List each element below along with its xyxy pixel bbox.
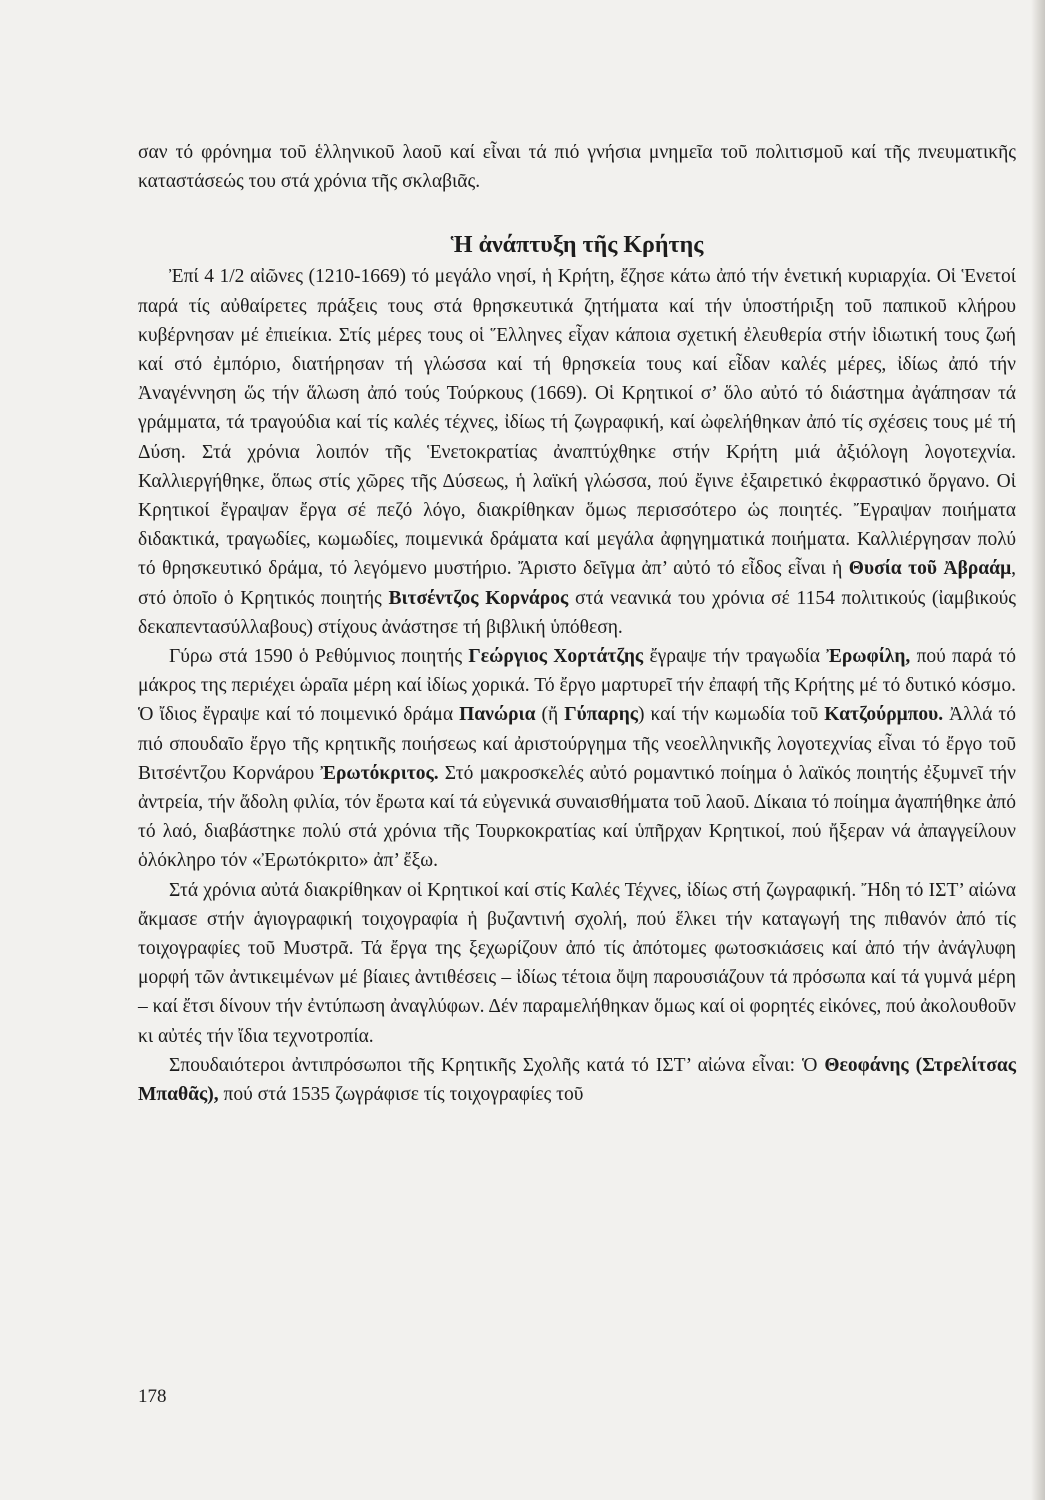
p2-text-7: Στό μακροσκελές αὐτό ρομαντικό ποίημα ὁ λαϊκός ποιητής ἐξυμνεῖ τήν ἀντρεία, τήν ἄδολη φιλία, τόν ἔρωτα καί τά εὐγενικά συναισθήματα τοῦ λαοῦ. Δίκαια τό ποίημα ἀγαπήθηκε ἀπό τό λαό, διαβάστηκε πολύ στά χρόνια τῆς Τουρκοκρατίας καί ὑπῆρχαν Κρητικοί, πού ἤξεραν νά ἀπαγγείλουν ὁλόκληρο τόν «Ἐρωτόκριτο» ἀπ’ ἔξω. (138, 762, 1016, 872)
p2-text-4: (ἤ (535, 704, 565, 726)
p1-text: Ἐπί 4 1/2 αἰῶνες (1210-1669) τό μεγάλο νησί, ἡ Κρήτη, ἔζησε κάτω ἀπό τήν ἑνετική κυριαρχία. Οἱ Ἑνετοί παρά τίς αὐθαίρετες πράξεις τους στά θρησκευτικά ζητήματα καί τήν ὑποστήριξη τοῦ παπικοῦ κλήρου κυβέρνησαν μέ ἐπιείκια. Στίς μέρες τους οἱ Ἕλληνες εἶχαν κάποια σχετική ἐλευθερία στήν ἰδιωτική τους ζωή καί στό ἐμπόριο, διατήρησαν τή γλώσσα καί τή θρησκεία τους καί εἶδαν καλές μέρες, ἰδίως ἀπό τήν Ἀναγέννηση ὥς τήν ἅλωση ἀπό τούς Τούρκους (1669). Οἱ Κρητικοί σ’ ὅλο αὐτό τό διάστημα ἀγάπησαν τά γράμματα, τά τραγούδια καί τίς καλές τέχνες, ἰδίως τή ζωγραφική, καί ὠφελήθηκαν ἀπό τίς σχέσεις τους μέ τή Δύση. Στά χρόνια λοιπόν τῆς Ἑνετοκρατίας ἀναπτύχθηκε στήν Κρήτη μιά ἀξιόλογη λογοτεχνία. Καλλιεργήθηκε, ὅπως στίς χῶρες τῆς Δύσεως, ἡ λαϊκή γλώσσα, πού ἔγινε ἐξαιρετικό ἐκφραστικό ὄργανο. Οἱ Κρητικοί ἔγραψαν ἔργα σέ πεζό λόγο, διακρίθηκαν ὅμως περισσότερο ὡς ποιητές. Ἔγραψαν ποιήματα διδακτικά, τραγωδίες, κωμωδίες, ποιμενικά δράματα καί μεγάλα ἀφηγηματικά ποιήματα. Καλλιέργησαν πολύ τό θρησκευτικό δράμα, τό λεγόμενο μυστήριο. Ἄριστο δεῖγμα ἀπ’ αὐτό τό εἶδος εἶναι ἡ (138, 266, 1016, 580)
paragraph-1 (138, 262, 1016, 642)
p2-text-3: πού παρά τό μάκρος της περιέχει ὡραῖα μέρη καί ἰδίως χορικά. Τό ἔργο μαρτυρεῖ τήν ἐπαφή τῆς Κρήτης μέ τό δυτικό κόσμο. Ὁ ἴδιος ἔγραψε καί τό ποιμενικό δράμα (138, 646, 1016, 726)
p1-bold-1: Θυσία τοῦ Ἀβραάμ (848, 558, 1012, 580)
p1-bold-2: Βιτσέντζος Κορνάρος (388, 587, 569, 609)
p2-bold-3: Πανώρια (459, 704, 536, 726)
p2-bold-6: Ἐρωτόκριτος. (320, 762, 439, 784)
section-heading: Ἡ ἀνάπτυξη τῆς Κρήτης (450, 232, 704, 259)
p2-bold-4: Γύπαρης (564, 704, 639, 726)
p1-text-3: στά νεανικά του χρόνια σέ 1154 πολιτικούς (ἰαμβικούς δεκαπεντασύλλαβους) στίχους ἀνάστησε τή βιβλική ὑπόθεση. (138, 587, 1017, 638)
p2-bold-5: Κατζούρμπου. (824, 704, 944, 726)
page-number: 178 (138, 1386, 167, 1407)
intro-paragraph: σαν τό φρόνημα τοῦ ἑλληνικοῦ λαοῦ καί εἶναι τά πιό γνήσια μνημεῖα τοῦ πολιτισμοῦ καί τῆς πνευματικῆς καταστάσεώς του στά χρόνια τῆς σκλαβιᾶς. (138, 142, 1016, 193)
p1-text-2: , στό ὁποῖο ὁ Κρητικός ποιητής (138, 558, 1016, 609)
page-body (138, 138, 1016, 1109)
p4-text-1: Σπουδαιότεροι ἀντιπρόσωποι τῆς Κρητικῆς Σχολῆς κατά τό ΙΣΤ’ αἰώνα εἶναι: Ὁ (169, 1054, 825, 1076)
p4-text-2: πού στά 1535 ζωγράφισε τίς τοιχογραφίες τοῦ (218, 1084, 584, 1106)
p2-text-5: ) καί τήν κωμωδία τοῦ (638, 704, 825, 726)
p2-text-2: ἔγραψε τήν τραγωδία (643, 646, 827, 668)
p2-bold-2: Ἐρωφίλη, (826, 646, 911, 668)
p2-bold-1: Γεώργιος Χορτάτζης (468, 646, 644, 668)
page-edge (1031, 0, 1045, 1500)
paragraph-2 (138, 642, 1016, 876)
paragraph-3: Στά χρόνια αὐτά διακρίθηκαν οἱ Κρητικοί καί στίς Καλές Τέχνες, ἰδίως στή ζωγραφική. Ἤδη τό ΙΣΤ’ αἰώνα ἄκμασε στήν ἁγιογραφική τοιχογραφία ἡ βυζαντινή σχολή, πού ἕλκει τήν καταγωγή της πιθανόν ἀπό τίς τοιχογραφίες τοῦ Μυστρᾶ. Τά ἔργα της ξεχωρίζουν ἀπό τίς ἀπότομες φωτοσκιάσεις καί ἀπό τήν ἀνάγλυφη μορφή τῶν ἀντικειμένων μέ βίαιες ἀντιθέσεις – ἰδίως τέτοια ὄψη παρουσιάζουν τά πρόσωπα καί τά γυμνά μέρη – καί ἔτσι δίνουν τήν ἐντύπωση ἀναγλύφων. Δέν παραμελήθηκαν ὅμως καί οἱ φορητές εἰκόνες, πού ἀκολουθοῦν κι αὐτές τήν ἴδια τεχνοτροπία. (138, 879, 1016, 1047)
p2-text-6: Ἀλλά τό πιό σπουδαῖο ἔργο τῆς κρητικῆς ποιήσεως καί ἀριστούργημα τῆς νεοελληνικῆς λογοτεχνίας εἶναι τό ἔργο τοῦ Βιτσέντζου Κορνάρου (138, 704, 1016, 784)
p4-bold-1: Θεοφάνης (Στρελίτσας Μπαθᾶς), (138, 1054, 1016, 1106)
paragraph-4 (138, 1051, 1016, 1109)
p2-text-1: Γύρω στά 1590 ὁ Ρεθύμνιος ποιητής (169, 646, 469, 668)
